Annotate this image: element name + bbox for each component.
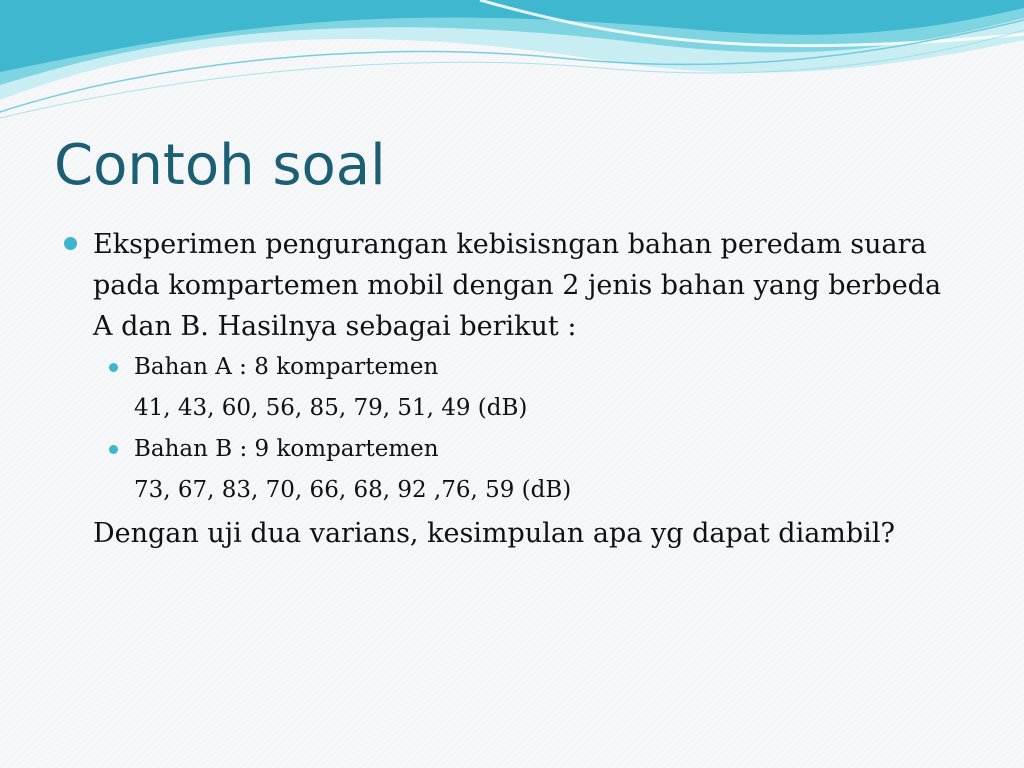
slide-content (64, 224, 964, 554)
header-wave-decoration (0, 0, 1024, 130)
question-text: Dengan uji dua varians, kesimpulan apa yg dapat diambil? (93, 518, 895, 549)
bullet-dot-icon (64, 237, 77, 250)
item-values: 41, 43, 60, 56, 85, 79, 51, 49 (dB) (134, 395, 528, 421)
bullet-dot-icon (109, 445, 118, 454)
item-label: Bahan A : 8 kompartemen (134, 354, 439, 380)
slide-title: Contoh soal (54, 133, 386, 198)
bullet-dot-icon (109, 363, 118, 372)
intro-bullet (64, 224, 964, 347)
item-bullet-b (64, 429, 964, 470)
intro-text: Eksperimen pengurangan kebisisngan bahan peredam suara pada kompartemen mobil dengan 2 jenis bahan yang berbeda A dan B. Hasilnya sebagai berikut : (93, 229, 942, 342)
item-label: Bahan B : 9 kompartemen (134, 436, 439, 462)
item-bullet-a (64, 347, 964, 388)
item-values: 73, 67, 83, 70, 66, 68, 92 ,76, 59 (dB) (134, 477, 572, 503)
